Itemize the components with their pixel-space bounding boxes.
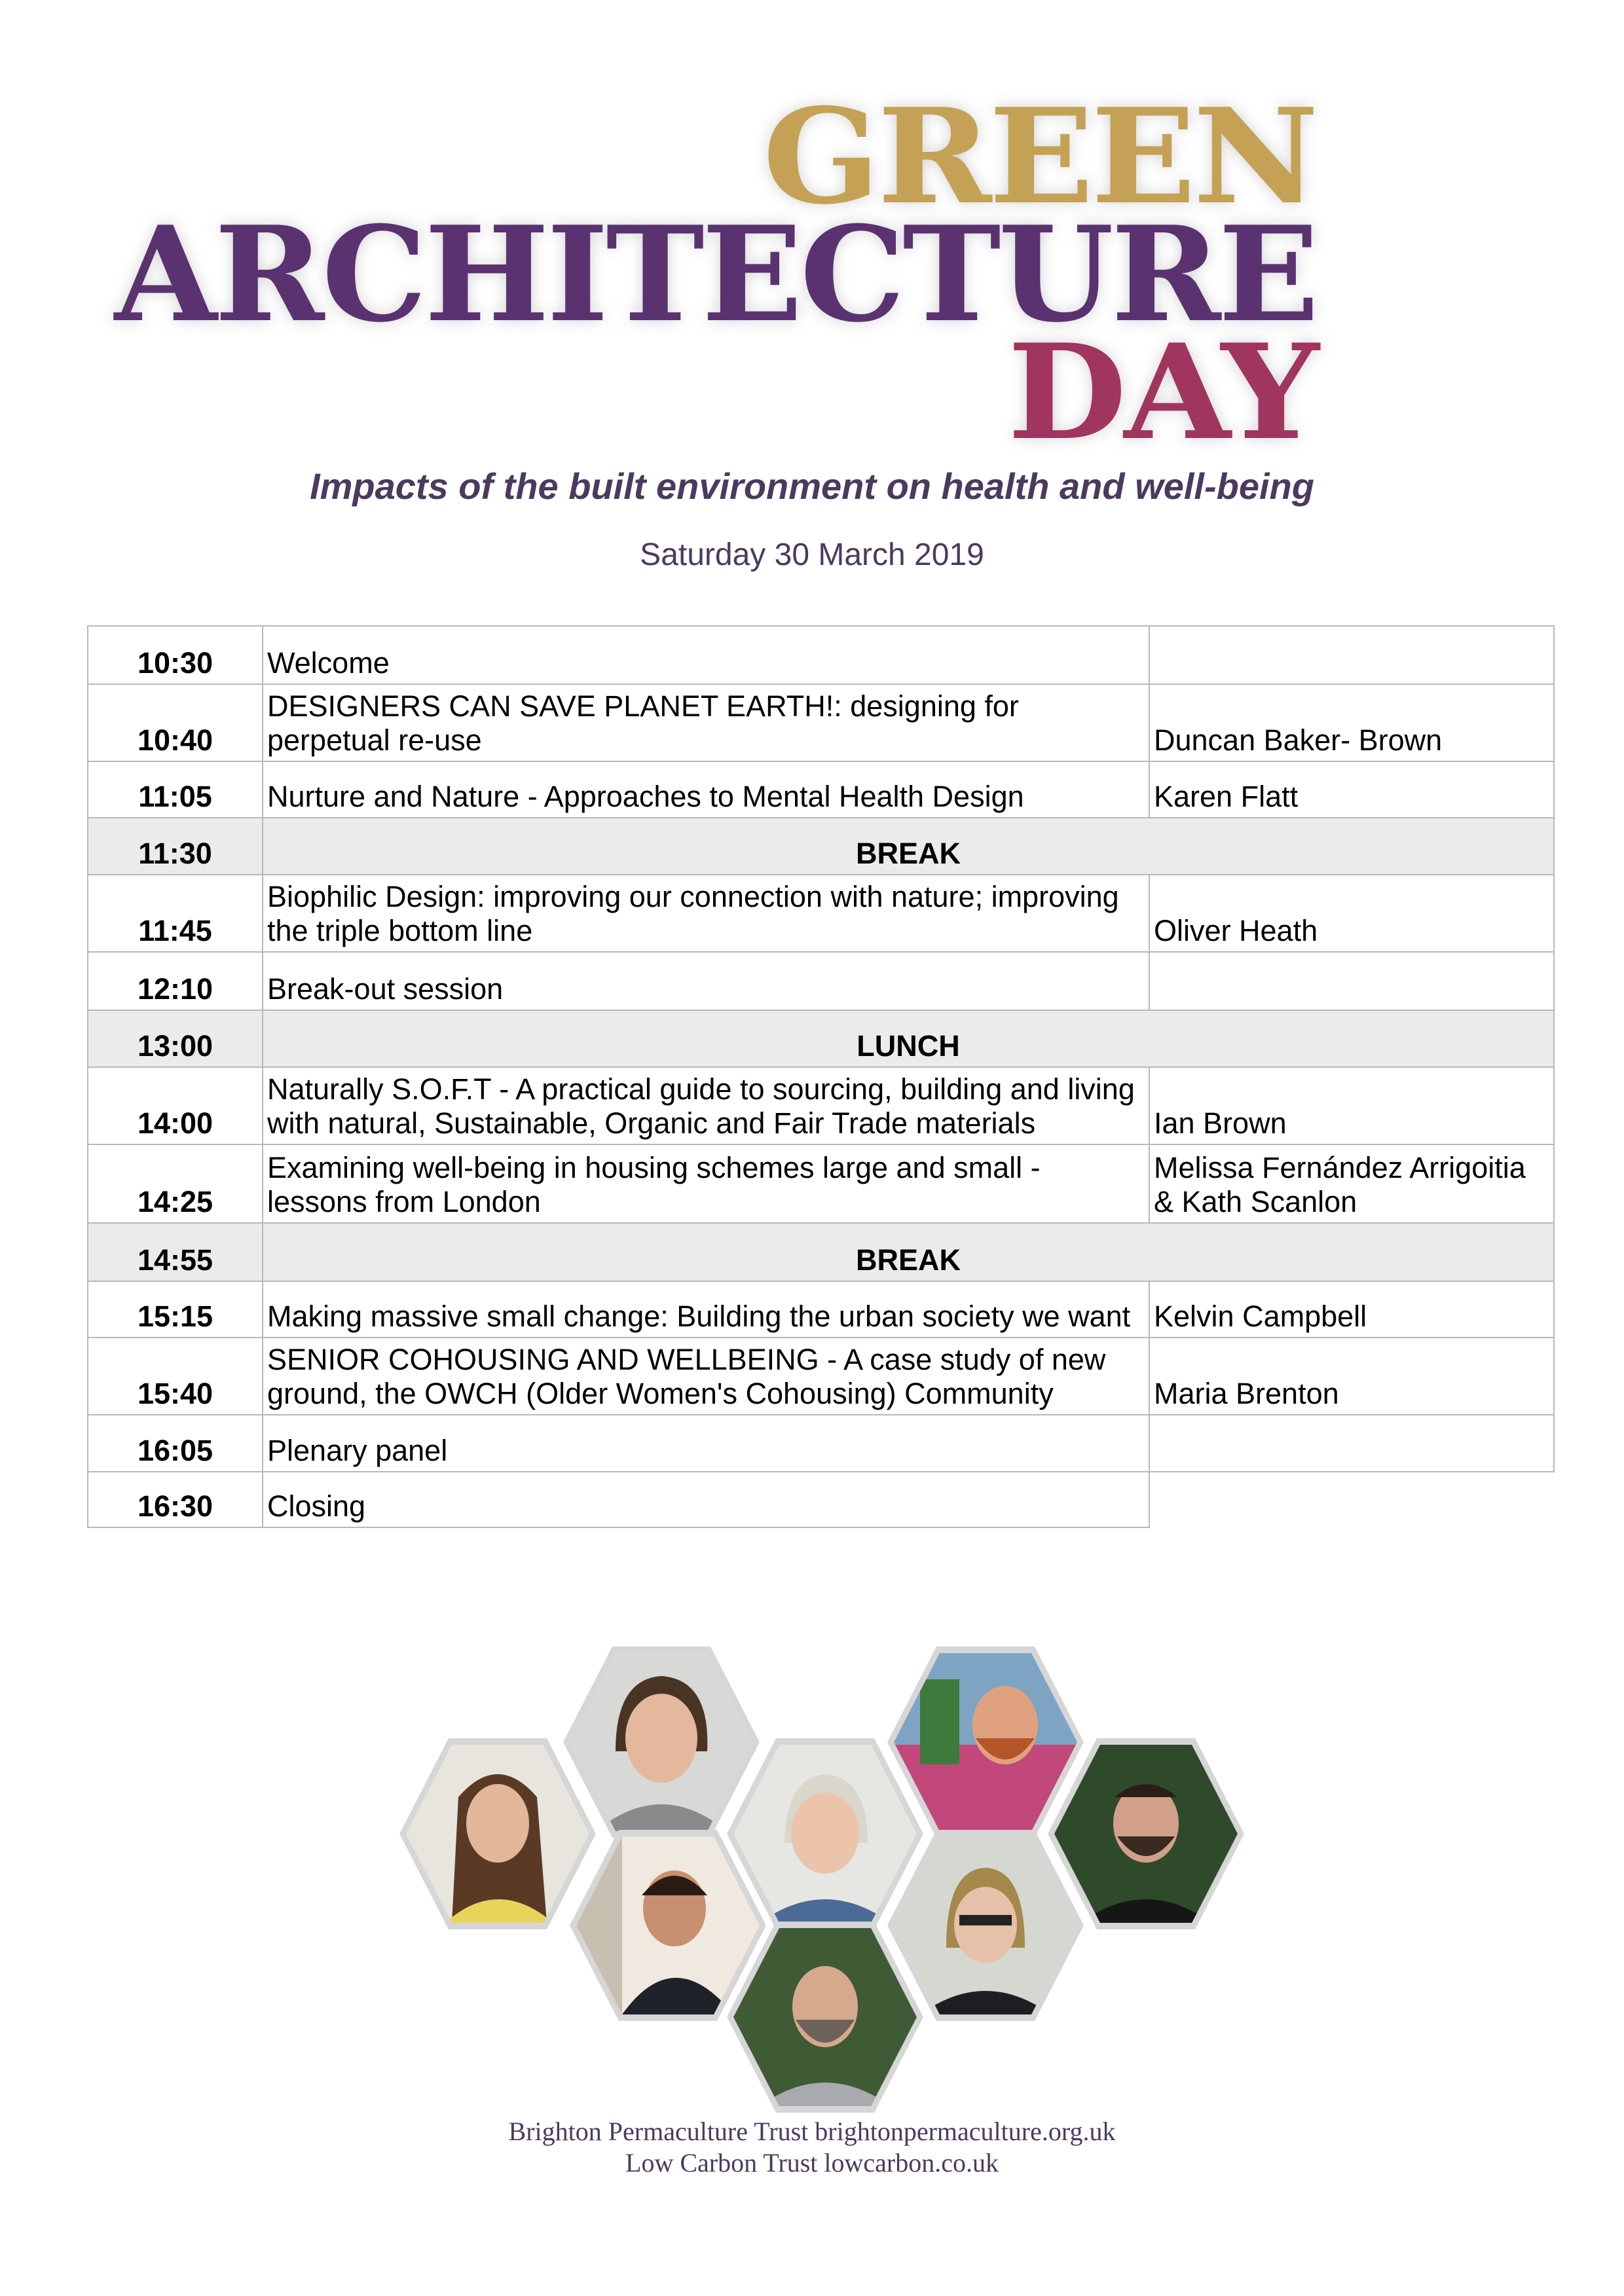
table-row (88, 684, 1554, 761)
title-day: DAY (1007, 316, 1316, 469)
row-speaker: Ian Brown (1149, 1067, 1554, 1144)
row-speaker: Kelvin Campbell (1149, 1281, 1554, 1338)
table-row (88, 1472, 1554, 1527)
row-speaker (1149, 952, 1554, 1010)
speaker-photo (1048, 1738, 1244, 1929)
speaker-photo (570, 1830, 766, 2021)
row-speaker: Maria Brenton (1149, 1338, 1554, 1415)
table-row (88, 1144, 1554, 1223)
row-time: 14:25 (88, 1144, 263, 1223)
row-time: 13:00 (88, 1010, 263, 1067)
row-time: 16:30 (88, 1472, 263, 1527)
schedule-table (87, 625, 1555, 1528)
speaker-photo-collage (0, 1630, 1624, 2062)
table-row (88, 1338, 1554, 1415)
footer-line-2: Low Carbon Trust lowcarbon.co.uk (625, 2148, 999, 2178)
row-time: 11:05 (88, 761, 263, 818)
row-time: 10:40 (88, 684, 263, 761)
event-date: Saturday 30 March 2019 (640, 538, 984, 572)
speaker-photo (727, 1738, 923, 1929)
row-time: 12:10 (88, 952, 263, 1010)
row-session: DESIGNERS CAN SAVE PLANET EARTH!: designing for perpetual re-use (263, 684, 1149, 761)
row-session: Plenary panel (263, 1415, 1149, 1472)
row-session: Nurture and Nature - Approaches to Mental Health Design (263, 761, 1149, 818)
row-speaker: Karen Flatt (1149, 761, 1554, 818)
subtitle: Impacts of the built environment on health and well-being (310, 465, 1314, 507)
lunch-row (88, 1010, 1554, 1067)
title-architecture: ARCHITECTURE (114, 198, 1316, 352)
footer-line-1: Brighton Permaculture Trust brightonpermaculture.org.uk (508, 2117, 1116, 2146)
row-session: Biophilic Design: improving our connection with nature; improving the triple bottom line (263, 875, 1149, 952)
row-session: Closing (263, 1472, 1149, 1527)
row-time: 11:45 (88, 875, 263, 952)
speaker-photo (727, 1922, 923, 2113)
row-speaker: Duncan Baker- Brown (1149, 684, 1554, 761)
row-time: 10:30 (88, 626, 263, 684)
table-row (88, 1067, 1554, 1144)
speaker-photo (399, 1738, 596, 1929)
table-row (88, 952, 1554, 1010)
row-time: 16:05 (88, 1415, 263, 1472)
row-time: 15:40 (88, 1338, 263, 1415)
table-row (88, 761, 1554, 818)
title-green: GREEN (763, 80, 1316, 234)
table-row (88, 1415, 1554, 1472)
row-session: SENIOR COHOUSING AND WELLBEING - A case study of new ground, the OWCH (Older Women's Cohousing) Community (263, 1338, 1149, 1415)
break-label: BREAK (263, 818, 1554, 875)
row-speaker (1149, 1415, 1554, 1472)
row-session: Making massive small change: Building the urban society we want (263, 1281, 1149, 1338)
speaker-photo (563, 1647, 760, 1838)
lunch-label: LUNCH (263, 1010, 1554, 1067)
break-label: BREAK (263, 1223, 1554, 1281)
row-time: 14:00 (88, 1067, 263, 1144)
empty-cell (1149, 1472, 1554, 1527)
row-session: Welcome (263, 626, 1149, 684)
break-row (88, 818, 1554, 875)
break-row (88, 1223, 1554, 1281)
speaker-photo (887, 1830, 1084, 2021)
row-speaker: Oliver Heath (1149, 875, 1554, 952)
row-session: Examining well-being in housing schemes large and small - lessons from London (263, 1144, 1149, 1223)
table-row (88, 626, 1554, 684)
speaker-photo (887, 1647, 1084, 1838)
row-time: 15:15 (88, 1281, 263, 1338)
footer (0, 2116, 1624, 2179)
table-row (88, 875, 1554, 952)
row-speaker (1149, 626, 1554, 684)
row-time: 14:55 (88, 1223, 263, 1281)
row-speaker: Melissa Fernández Arrigoitia & Kath Scanlon (1149, 1144, 1554, 1223)
row-time: 11:30 (88, 818, 263, 875)
row-session: Break-out session (263, 952, 1149, 1010)
row-session: Naturally S.O.F.T - A practical guide to sourcing, building and living with natural, Sustainable, Organic and Fair Trade materials (263, 1067, 1149, 1144)
table-row (88, 1281, 1554, 1338)
